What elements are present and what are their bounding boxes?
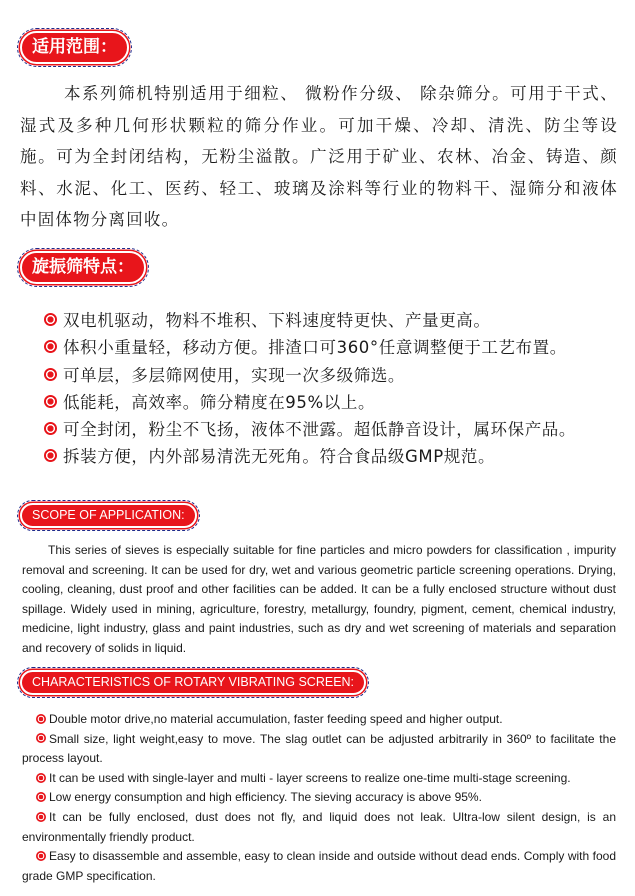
list-item-text: It can be fully enclosed, dust does not fly, and liquid does not leak. Ultra-low silent design, is an environmentally friendly product. [22,809,616,844]
scope-cn-body: 本系列筛机特别适用于细粒、 微粉作分级、 除杂筛分。可用于干式、湿式及多种几何形状颗粒的筛分作业。可加干燥、冷却、清洗、防尘等设施。可为全封闭结构，无粉尘溢散。广泛用于矿业、农林、冶金、铸造、颜料、水泥、化工、医药、轻工、玻璃及涂料等行业的物料干、湿筛分和液体中固体物分离回收。 [20,84,618,229]
list-item-text: Double motor drive,no material accumulation, faster feeding speed and higher output. [49,712,503,726]
bullet-icon [36,773,46,783]
list-item [22,847,616,886]
list-item [44,334,634,361]
bullet-icon [44,422,57,435]
bullet-icon [36,714,46,724]
scope-cn-title-badge [20,31,129,64]
list-item [44,362,634,389]
list-item [44,389,634,416]
list-item [22,808,616,847]
list-item [22,710,616,730]
list-item [44,443,634,470]
list-item-text: 双电机驱动，物料不堆积、下料速度特更快、产量更高。 [63,311,491,330]
features-cn-title-badge [20,251,146,284]
list-item [22,730,616,769]
list-item-text: 可单层，多层筛网使用，实现一次多级筛选。 [63,365,405,385]
features-en-title: CHARACTERISTICS OF ROTARY VIBRATING SCREEN: [32,675,355,689]
features-cn-list [44,307,634,471]
features-en-list [22,710,616,886]
bullet-icon [44,313,57,326]
features-cn-title: 旋振筛特点： [32,257,134,277]
list-item-text: 拆装方便，内外部易清洗无死角。符合食品级GMP规范。 [63,447,496,467]
bullet-icon [44,368,57,381]
bullet-icon [36,812,46,822]
bullet-icon [36,792,46,802]
bullet-icon [36,851,46,861]
bullet-icon [44,449,57,462]
scope-en-title: SCOPE OF APPLICATION: [32,508,185,522]
list-item [44,416,634,443]
list-item [22,769,616,789]
list-item-text: Easy to disassemble and assemble, easy to clean inside and outside without dead ends. Comply with food grade GMP specification. [22,849,616,883]
list-item-text: 可全封闭，粉尘不飞扬，液体不泄露。超低静音设计，属环保产品。 [63,420,576,440]
bullet-icon [44,340,57,353]
bullet-icon [44,395,57,408]
list-item-text: It can be used with single-layer and multi - layer screens to realize one-time multi-stage screening. [49,770,571,785]
scope-en-title-badge [20,503,197,528]
list-item-text: Small size, light weight,easy to move. The slag outlet can be adjusted arbitrarily in 360º to facilitate the process layout. [22,731,616,766]
bullet-icon [36,733,46,743]
scope-en-body: This series of sieves is especially suitable for fine particles and micro powders for classification , impurity removal and screening. It can be used for dry, wet and various geometric particle screening operations. Drying, cooling, cleaning, dust proof and other facilities can be added. It can be a fully enclosed structure without dust spillage. Widely used in mining, agriculture, forestry, metallurgy, foundry, pigment, cement, chemical industry, medicine, light industry, glass and paint industries, such as dry and wet screening of materials and separation and recovery of solids in liquid. [22,543,616,655]
list-item-text: 低能耗，高效率。筛分精度在95%以上。 [63,392,376,412]
list-item-text: Low energy consumption and high efficiency. The sieving accuracy is above 95%. [49,790,482,805]
list-item [22,788,616,808]
list-item-text: 体积小重量轻，移动方便。排渣口可360°任意调整便于工艺布置。 [63,338,567,358]
list-item [44,307,634,334]
scope-cn-title: 适用范围： [32,37,117,57]
features-en-title-badge [20,670,366,695]
